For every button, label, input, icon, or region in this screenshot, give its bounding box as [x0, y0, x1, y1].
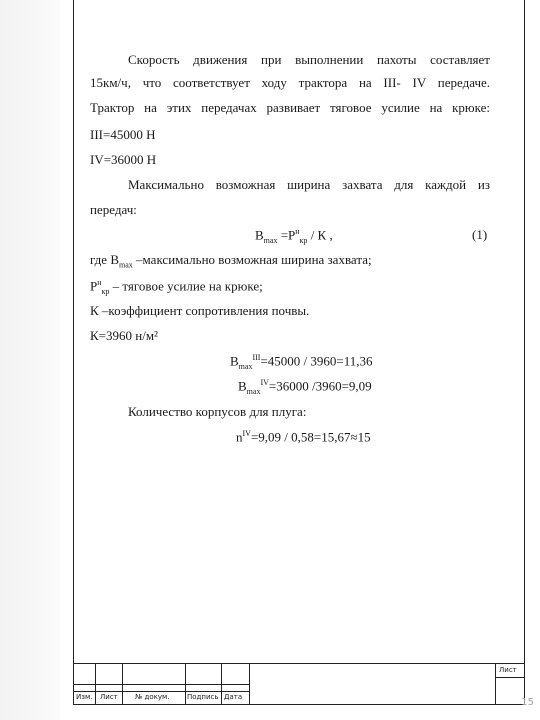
- paragraph2-line2: передач:: [90, 202, 137, 217]
- title-block: [73, 663, 525, 705]
- paragraph1-line3: Трактор на этих передачах развивает тяговое усилие на крюке:: [90, 100, 490, 115]
- page-number: 15: [521, 697, 534, 708]
- definition-p: $P^н_{кр}$ – тяговое усилие на крюке;: [90, 278, 263, 296]
- document-body: [90, 0, 490, 660]
- stamp-col-date: Дата: [224, 693, 243, 701]
- stamp-col-signature: Подпись: [187, 693, 219, 701]
- calc-gear-4: $B_{max}^{IV}=36000$ /3960=9,09: [238, 378, 372, 396]
- calc-gear-3: $B_{max}^{III}=45000 / 3960=11,36$: [230, 353, 373, 371]
- stamp-col-doc-number: № докум.: [135, 693, 170, 701]
- left-margin-shade: [0, 0, 60, 720]
- paragraph1-line2: 15км/ч, что соответствует ходу трактора на III- IV передаче.: [90, 75, 490, 90]
- paragraph3: Количество корпусов для плуга:: [128, 404, 307, 419]
- formula-max-width: $B_{max} =P^н_{кр} / К$ ,: [255, 227, 333, 245]
- stamp-sheet-label: Лист: [499, 666, 517, 674]
- k-value: К=3960 н/м²: [90, 328, 158, 343]
- force-gear-4: IV=36000 Н: [90, 152, 157, 167]
- calc-bodies: $n^{IV}=9,09 / 0,58=15,67\approx 15$: [236, 429, 371, 445]
- definition-b: где $B_{max}$ –максимально возможная ширина захвата;: [90, 252, 372, 270]
- definition-k: К –коэффициент сопротивления почвы.: [90, 303, 310, 318]
- stamp-col-sheet: Лист: [100, 693, 118, 701]
- paragraph1-line1: Скорость движения при выполнении пахоты составляет: [128, 52, 490, 67]
- paragraph2-line1: Максимально возможная ширина захвата для каждой из: [128, 177, 490, 192]
- stamp-col-change: Изм.: [76, 693, 93, 701]
- formula-number: (1): [472, 227, 488, 242]
- force-gear-3: III=45000 Н: [90, 127, 156, 142]
